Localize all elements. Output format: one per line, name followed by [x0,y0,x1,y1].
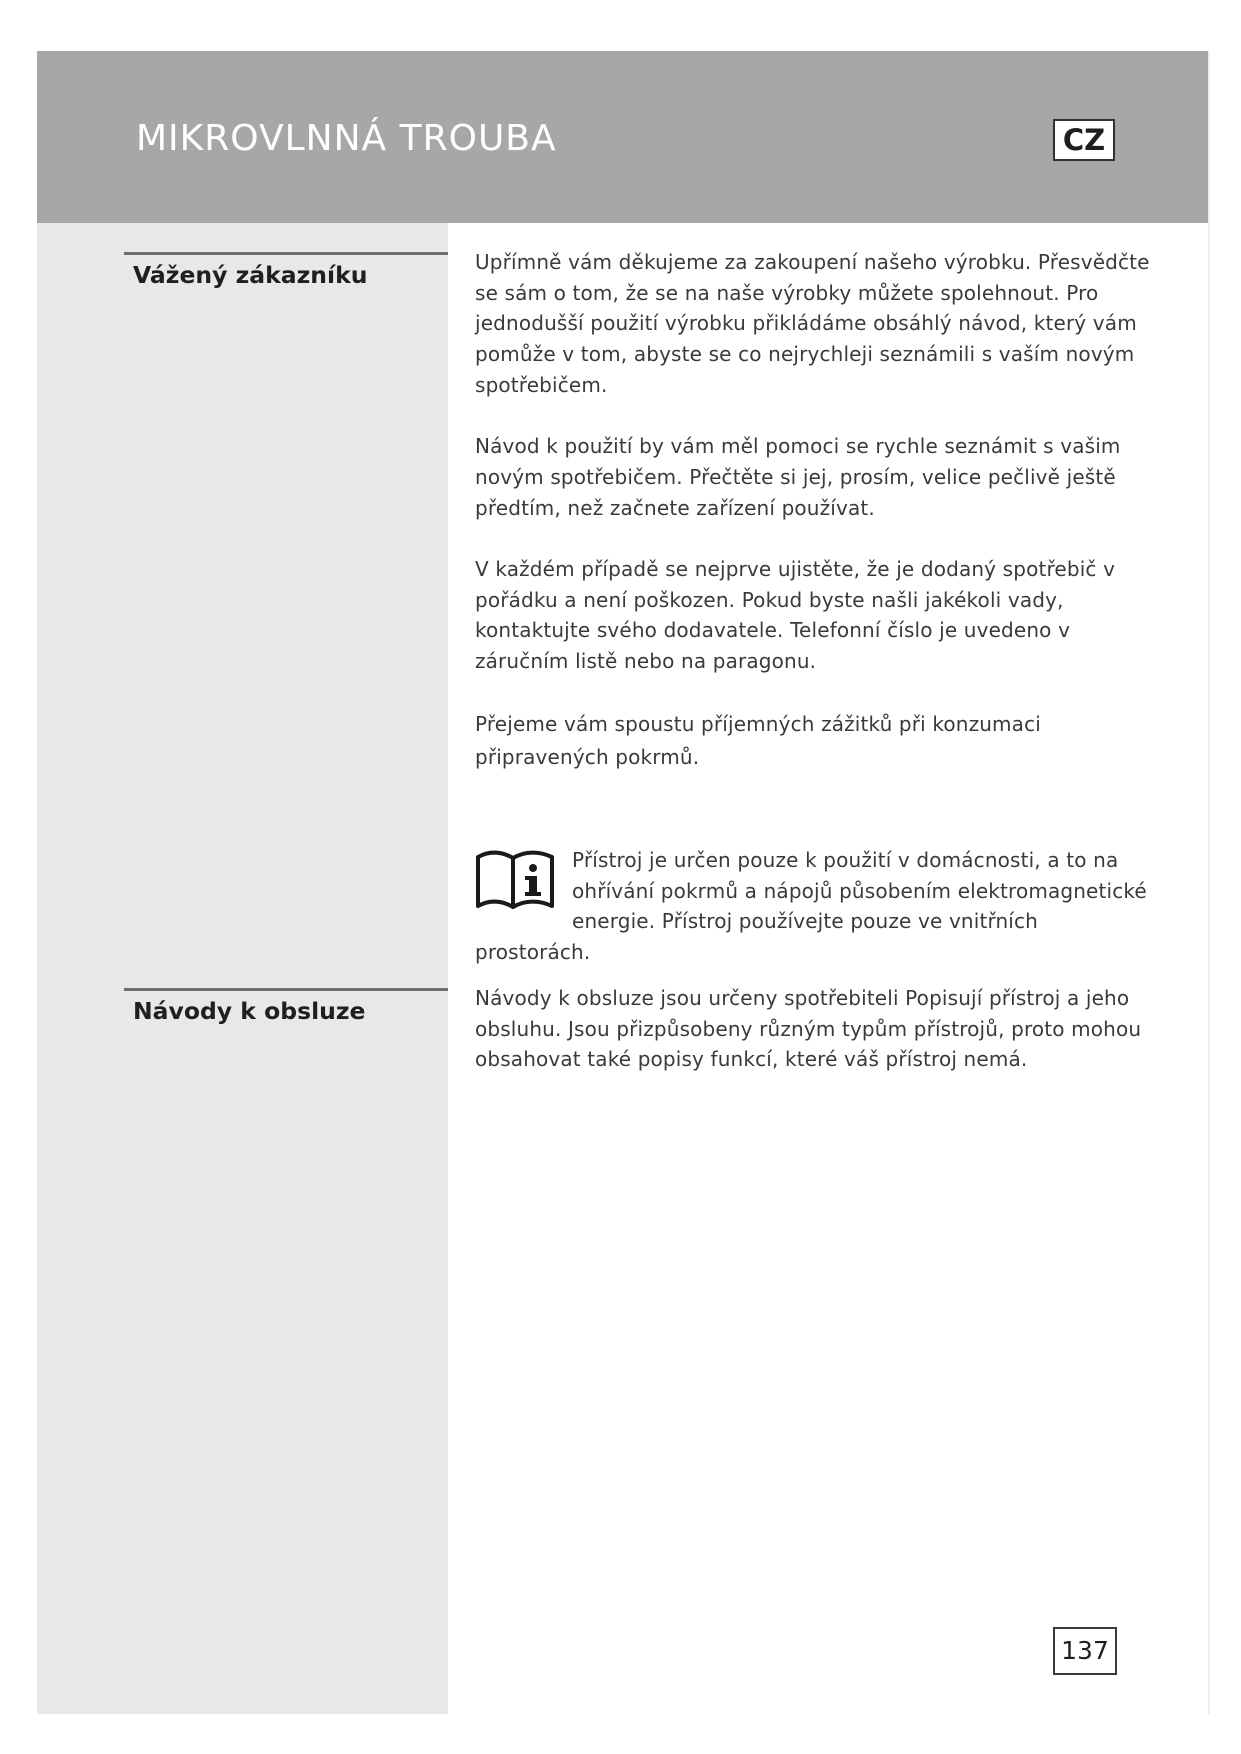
section-body-operating-instructions [475,983,1155,1106]
sidebar-column [37,223,448,1714]
paragraph: Návody k obsluze jsou určeny spotřebiteli Popisují přístroj a jeho obsluhu. Jsou přizpůsobeny různým typům přístrojů, proto mohou obsahovat také popisy funkcí, které váš přístroj nemá. [475,986,1142,1072]
notice-text: Přístroj je určen pouze k použití v domácnosti, a to na ohřívání pokrmů a nápojů působením elektromagnetické energie. Přístroj používejte pouze ve vnitřních prostorách. [475,848,1147,965]
page-title: MIKROVLNNÁ TROUBA [136,118,557,159]
page-number: 137 [1053,1627,1117,1675]
paragraph: Návod k použití by vám měl pomoci se rychle seznámit s vašim novým spotřebičem. Přečtěte si jej, prosím, velice pečlivě ještě předtím, než začnete zařízení používat. [475,434,1121,520]
section-heading-dear-customer: Vážený zákazníku [124,252,448,289]
paragraph: Upřímně vám děkujeme za zakoupení našeho výrobku. Přesvědčte se sám o tom, že se na naše výrobky můžete spolehnout. Pro jednodušší použití výrobku přikládáme obsáhlý návod, který vám pomůže v tom, abyste se co nejrychleji seznámili s vaším novým spotřebičem. [475,250,1150,397]
info-book-icon [475,849,555,911]
page-header [37,51,1208,223]
paragraph: V každém případě se nejprve ujistěte, že je dodaný spotřebič v pořádku a není poškozen. Pokud byste našli jakékoli vady, kontaktujte svého dodavatele. Telefonní číslo je uvedeno v záručním listě nebo na paragonu. [475,557,1116,674]
language-badge: CZ [1053,119,1115,161]
section-heading-operating-instructions: Návody k obsluze [124,988,448,1025]
section-body-dear-customer [475,247,1155,804]
paragraph: Přejeme vám spoustu příjemných zážitků při konzumaci připravených pokrmů. [475,711,1041,769]
manual-page [37,51,1210,1714]
usage-notice [475,845,1155,968]
